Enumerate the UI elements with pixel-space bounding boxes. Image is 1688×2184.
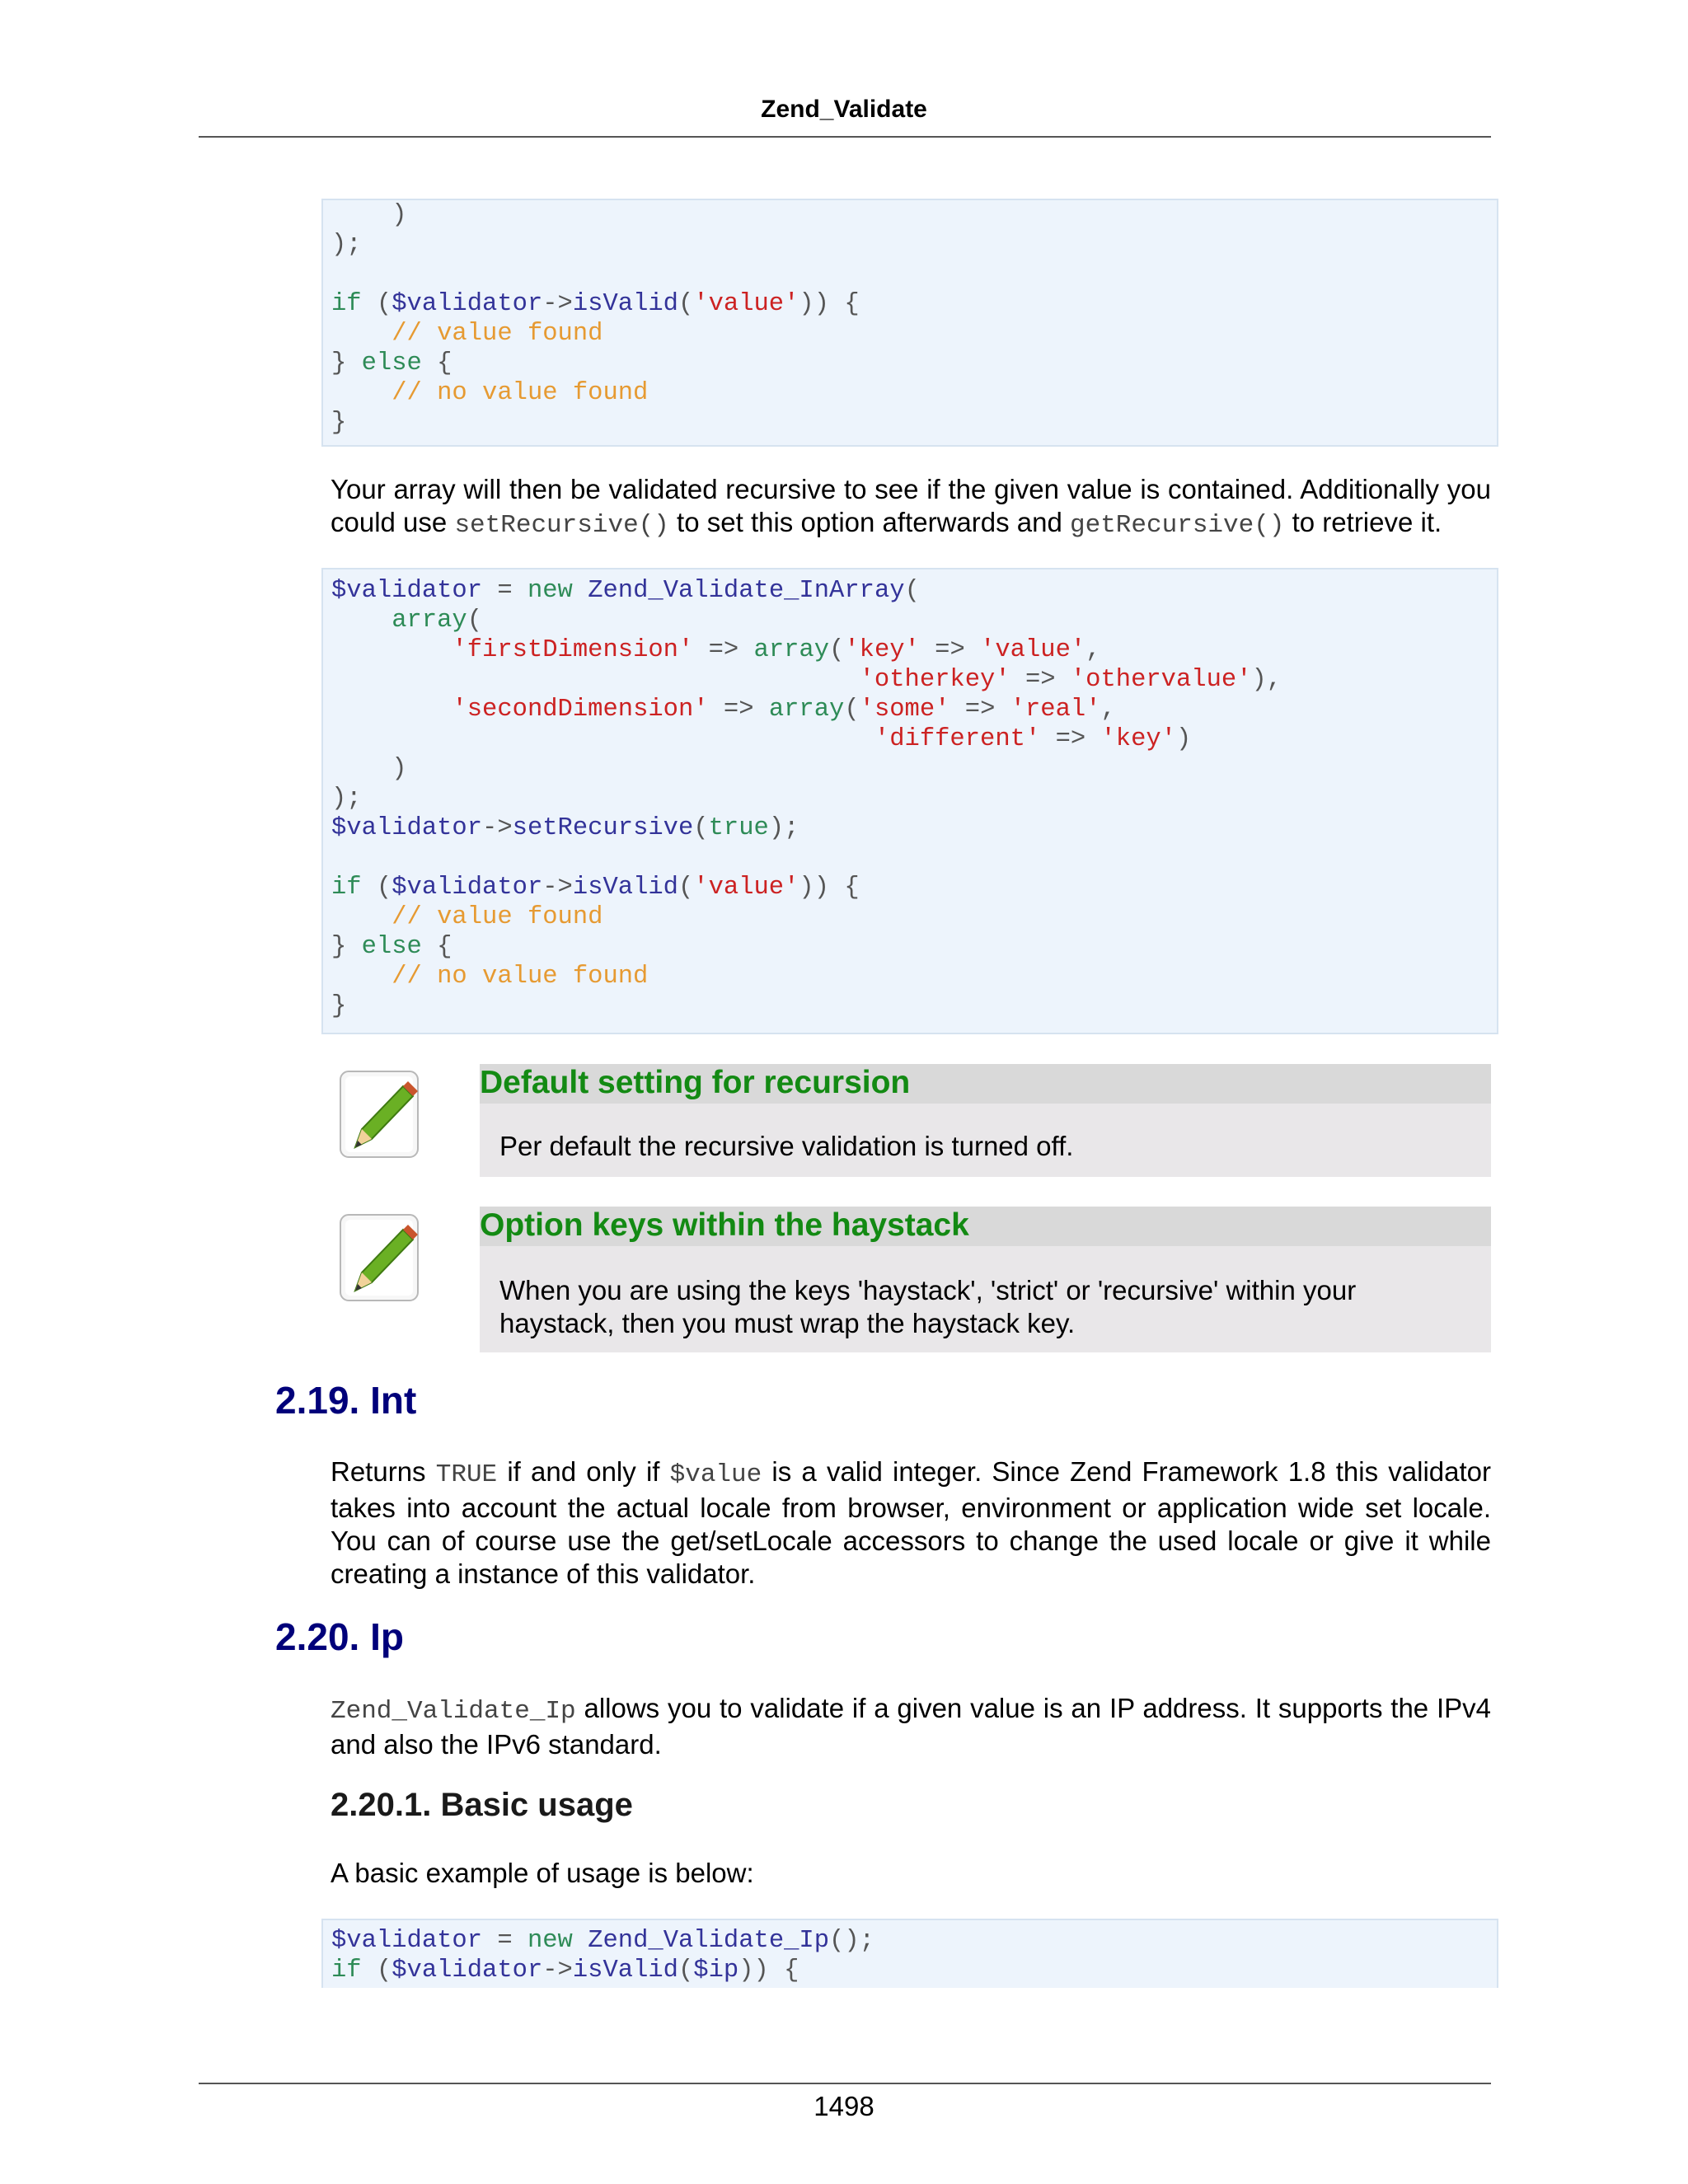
code-token: 'some' [859, 696, 950, 724]
paragraph-recursive [331, 473, 1491, 542]
code-token: $validator [331, 814, 483, 842]
code-token: => [919, 636, 981, 664]
code-token: -> [542, 874, 573, 902]
code-token: if [331, 1957, 362, 1985]
code-token: } [331, 409, 347, 437]
code-token: )) { [799, 874, 860, 902]
code-token: ( [678, 290, 694, 318]
code-token: ( [844, 696, 860, 724]
code-token: ), [1251, 666, 1282, 694]
code-token: { [421, 933, 452, 961]
code-token: 'key' [844, 636, 920, 664]
code-token: 'value' [693, 290, 799, 318]
text: allows you to validate if a given value is an IP address. It supports the IPv4 and also the IPv6 standard. [331, 1693, 1491, 1760]
code-token [331, 725, 874, 753]
code-token: ( [361, 874, 392, 902]
code-token: , [1085, 636, 1101, 664]
code-token: ) [331, 755, 407, 783]
code-token: => [1010, 666, 1071, 694]
code-token: ( [678, 1957, 694, 1985]
code-token: $validator [392, 874, 543, 902]
code-token: isValid [572, 1957, 678, 1985]
code-token: isValid [572, 290, 678, 318]
code-block-ip [321, 1919, 1498, 1988]
section-heading-int: 2.19. Int [275, 1379, 417, 1422]
code-token: ( [361, 1957, 392, 1985]
code-token: $validator [392, 1957, 543, 1985]
note-option-keys [480, 1207, 1491, 1352]
code-token: )) { [738, 1957, 799, 1985]
inline-code: Zend_Validate_Ip [331, 1697, 576, 1726]
code-token: -> [542, 290, 573, 318]
code-token: => [950, 696, 1010, 724]
code-token [573, 1927, 588, 1955]
code-token: true [708, 814, 769, 842]
code-token: Zend_Validate_InArray [588, 577, 905, 605]
page-number: 1498 [814, 2091, 874, 2121]
code-token: 'otherkey' [859, 666, 1010, 694]
code-token: ); [768, 814, 799, 842]
code-token: $ip [693, 1957, 739, 1985]
subsection-heading-basic-usage: 2.20.1. Basic usage [331, 1787, 633, 1823]
inline-code: getRecursive() [1070, 511, 1285, 540]
code-token: } [331, 992, 347, 1020]
code-token: ( [693, 814, 709, 842]
code-token: 'value' [693, 874, 799, 902]
text: if and only if [497, 1456, 670, 1487]
code-token: // value found [331, 320, 603, 348]
code-token: 'firstDimension' [452, 636, 694, 664]
paragraph-basic-intro: A basic example of usage is below: [331, 1858, 754, 1888]
code-token: new [527, 577, 573, 605]
code-token: -> [482, 814, 513, 842]
code-token: 'different' [874, 725, 1041, 753]
header-rule [199, 136, 1491, 138]
code-token: ); [331, 231, 362, 259]
code-token: Zend_Validate_Ip [588, 1927, 830, 1955]
note-title: Default setting for recursion [480, 1064, 1491, 1104]
note-default-recursion [480, 1064, 1491, 1177]
code-token [573, 577, 588, 605]
code-token: else [361, 933, 422, 961]
code-token: 'value' [980, 636, 1086, 664]
note-text: When you are using the keys 'haystack', 'strict' or 'recursive' within your haystack, then you must wrap the haystack key. [499, 1275, 1357, 1338]
code-token: setRecursive [512, 814, 694, 842]
code-token: $validator [392, 290, 543, 318]
note-pencil-icon [337, 1210, 426, 1307]
text: is a valid integer. Since Zend Framework 1.8 this validator takes into account the actual locale from browser, environment or application wide set locale. You can of course use the get/setLocale accessors to change the used locale or give it while creating a instance of this validator. [331, 1456, 1492, 1589]
code-token: ) [331, 201, 407, 229]
code-token: , [1100, 696, 1116, 724]
code-token: // no value found [331, 379, 649, 407]
code-token: ( [829, 636, 845, 664]
inline-code: $value [669, 1460, 762, 1489]
code-token [331, 666, 860, 694]
code-token: if [331, 290, 362, 318]
text: Your array will then be validated recursive to see if the given value is contained. Additionally you could use [331, 474, 1491, 537]
note-title: Option keys within the haystack [480, 1207, 1491, 1246]
code-token: array [753, 636, 830, 664]
code-token: ( [678, 874, 694, 902]
paragraph-ip [331, 1692, 1491, 1761]
inline-code: TRUE [435, 1460, 498, 1489]
code-token: ) [1176, 725, 1192, 753]
code-token: } [331, 933, 362, 961]
paragraph-int [331, 1455, 1491, 1591]
section-heading-ip: 2.20. Ip [275, 1615, 404, 1658]
text: to set this option afterwards and [668, 507, 1070, 537]
note-text: Per default the recursive validation is turned off. [499, 1131, 1074, 1161]
code-token [331, 636, 452, 664]
code-token: => [1040, 725, 1101, 753]
code-token: 'secondDimension' [452, 696, 709, 724]
inline-code: setRecursive() [454, 511, 669, 540]
code-text [323, 200, 1497, 438]
code-token: )) { [799, 290, 860, 318]
code-token: 'key' [1100, 725, 1176, 753]
code-token: // value found [331, 903, 603, 931]
code-token: } [331, 349, 362, 377]
code-block-inarray-end [321, 199, 1498, 447]
code-text [323, 569, 1497, 1021]
code-token: => [693, 636, 754, 664]
code-token: { [421, 349, 452, 377]
code-token: 'real' [1010, 696, 1101, 724]
code-token [331, 696, 452, 724]
code-token: (); [829, 1927, 874, 1955]
code-token: 'othervalue' [1070, 666, 1252, 694]
code-token: new [527, 1927, 573, 1955]
code-token: $validator [331, 577, 483, 605]
code-token: if [331, 874, 362, 902]
footer-rule [199, 2083, 1491, 2084]
code-token: = [482, 577, 528, 605]
code-token: // no value found [331, 963, 649, 991]
code-token: = [482, 1927, 528, 1955]
code-token: ( [904, 577, 920, 605]
code-token: ); [331, 785, 362, 813]
text: Returns [331, 1456, 436, 1487]
note-pencil-icon [337, 1066, 426, 1164]
code-token [331, 607, 392, 635]
code-token: array [392, 607, 467, 635]
code-token: $validator [331, 1927, 483, 1955]
code-token: else [361, 349, 422, 377]
code-token: ( [467, 607, 483, 635]
code-token: ( [361, 290, 392, 318]
code-token: isValid [572, 874, 678, 902]
code-token: array [768, 696, 845, 724]
code-text [323, 1920, 1497, 1985]
code-block-recursive [321, 568, 1498, 1034]
running-header: Zend_Validate [761, 96, 927, 123]
code-token: => [708, 696, 769, 724]
text: to retrieve it. [1284, 507, 1442, 537]
code-token: -> [542, 1957, 573, 1985]
